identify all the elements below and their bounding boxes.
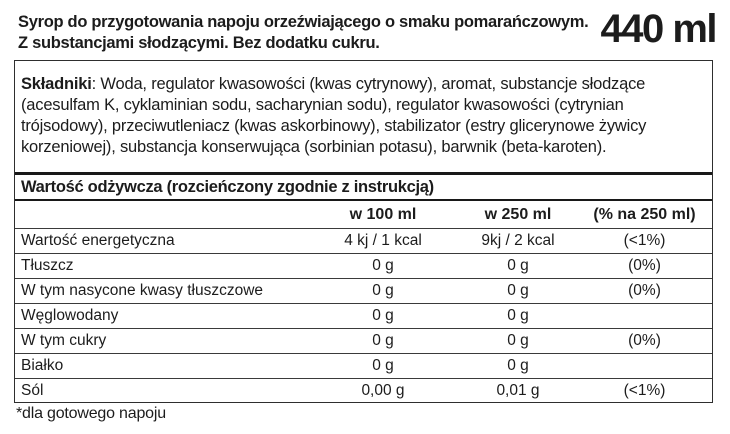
nutrition-cell-per250: 0 g [507, 257, 529, 274]
nutrition-cell-per100: 0 g [372, 282, 394, 299]
nutrition-cell-pct: (<1%) [623, 232, 666, 249]
nutrition-cell-label: Tłuszcz [21, 257, 74, 274]
ingredients-paragraph [15, 61, 712, 172]
volume-text: 440 ml [600, 7, 716, 51]
ingredients-text: : Woda, regulator kwasowości (kwas cytrynowy), aromat, substancje słodzące (acesulfam K, cyklaminian sodu, sacharynian sodu), regulator kwasowości (cytrynian trójsodowy), przeciwutleniacz (kwas askorbinowy), stabilizator (estry glicerynowe żywicy korzeniowej), substancja konserwująca (sorbinian potasu), barwnik (beta-karoten). [21, 75, 647, 156]
nutrition-cell-label: W tym nasycone kwasy tłuszczowe [21, 282, 264, 299]
product-description-line2: Z substancjami słodzącymi. Bez dodatku cukru. [18, 34, 380, 52]
nutrition-header-pct: (% na 250 ml) [593, 205, 696, 223]
nutrition-cell-pct: (0%) [628, 282, 661, 299]
product-description-line1: Syrop do przygotowania napoju orzeźwiającego o smaku pomarańczowym. [18, 13, 589, 31]
nutrition-row [15, 303, 712, 328]
label-header [18, 6, 716, 54]
nutrition-row [15, 253, 712, 278]
nutrition-cell-label: Węglowodany [21, 307, 119, 324]
nutrition-cell-per250: 9kj / 2 kcal [481, 232, 555, 249]
product-description [18, 6, 600, 54]
nutrition-cell-label: Białko [21, 357, 64, 374]
nutrition-cell-per100: 0 g [372, 307, 394, 324]
nutrition-cell-per100: 0,00 g [361, 382, 405, 399]
nutrition-rows [15, 228, 712, 403]
nutrition-row [15, 278, 712, 303]
nutrition-cell-per100: 0 g [372, 357, 394, 374]
nutrition-section-title: Wartość odżywcza (rozcieńczony zgodnie z instrukcją) [15, 172, 712, 201]
nutrition-row [15, 228, 712, 253]
nutrition-header-per100: w 100 ml [349, 205, 417, 223]
nutrition-cell-per100: 0 g [372, 332, 394, 349]
nutrition-cell-pct: (0%) [628, 257, 661, 274]
nutrition-cell-per250: 0 g [507, 307, 529, 324]
nutrition-cell-label: Wartość energetyczna [21, 232, 175, 249]
nutrition-cell-label: W tym cukry [21, 332, 107, 349]
label-box [14, 60, 713, 403]
nutrition-cell-per100: 4 kj / 1 kcal [344, 232, 422, 249]
nutrition-cell-per100: 0 g [372, 257, 394, 274]
nutrition-row [15, 328, 712, 353]
nutrition-row [15, 378, 712, 403]
nutrition-cell-per250: 0 g [507, 357, 529, 374]
nutrition-header-row [15, 201, 712, 228]
nutrition-row [15, 353, 712, 378]
ingredients-label: Składniki [21, 75, 92, 93]
nutrition-cell-per250: 0 g [507, 332, 529, 349]
nutrition-cell-per250: 0 g [507, 282, 529, 299]
nutrition-cell-label: Sól [21, 382, 44, 399]
nutrition-cell-per250: 0,01 g [496, 382, 540, 399]
footnote-text: *dla gotowego napoju [16, 405, 166, 422]
nutrition-cell-pct: (<1%) [623, 382, 666, 399]
nutrition-header-per250: w 250 ml [484, 205, 552, 223]
nutrition-cell-pct: (0%) [628, 332, 661, 349]
